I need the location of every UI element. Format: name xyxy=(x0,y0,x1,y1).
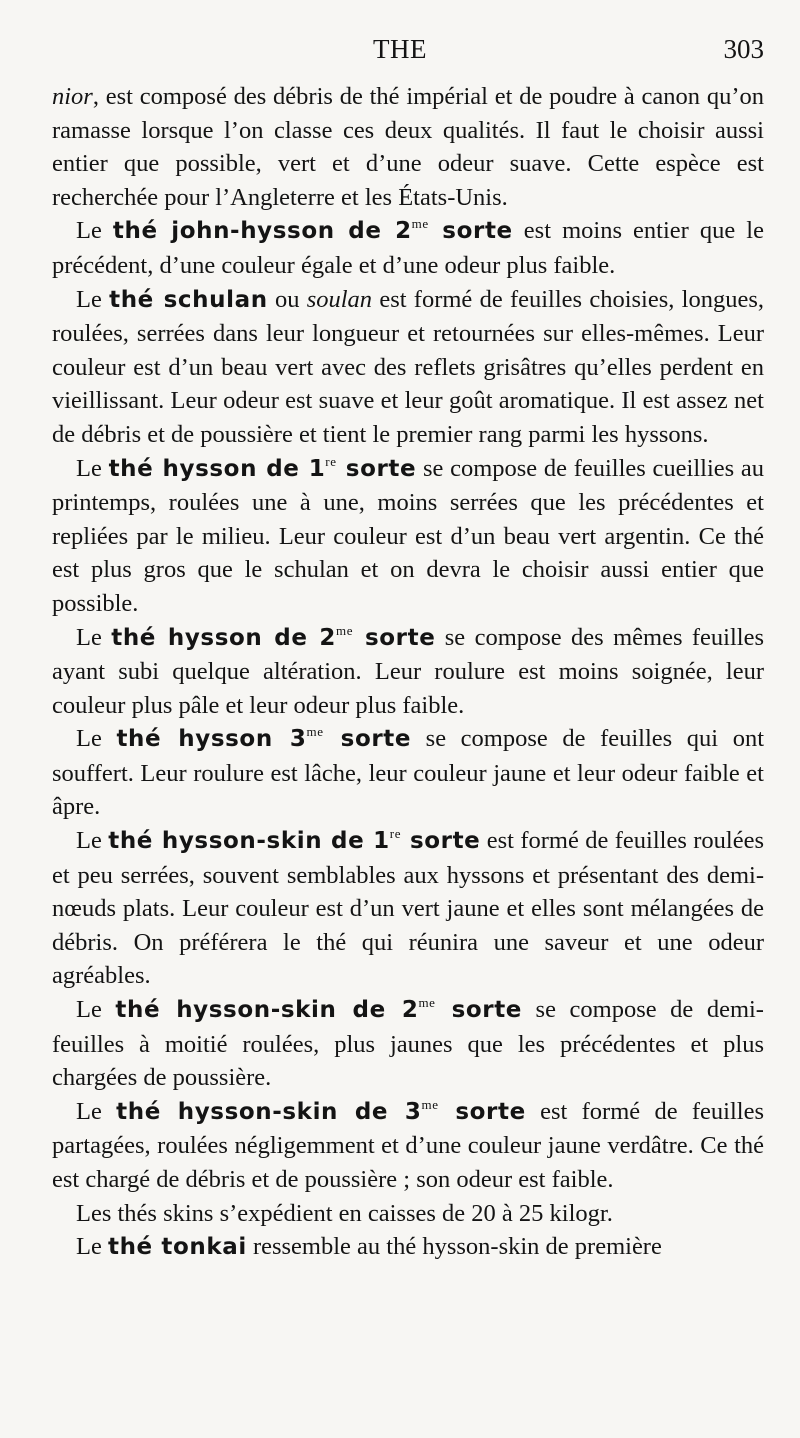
italic-fragment: nior xyxy=(52,83,93,110)
paragraph-text: Le xyxy=(76,996,116,1024)
tea-term-sorte: sorte xyxy=(401,828,481,855)
tea-term-name: thé hysson de 1 xyxy=(108,455,326,482)
tea-term-name: thé schulan xyxy=(109,286,268,313)
tea-term xyxy=(113,218,513,244)
paragraph-text: Le xyxy=(76,827,109,855)
running-head xyxy=(0,34,800,74)
tea-term-name: thé john-hysson de 2 xyxy=(112,218,412,245)
tea-term-name: thé hysson-skin de 1 xyxy=(108,828,390,855)
page-number: 303 xyxy=(723,34,764,64)
body-text xyxy=(52,80,764,1265)
paragraph-text: Le xyxy=(76,285,110,313)
paragraph-hysson-2me xyxy=(52,621,764,723)
paragraph-text: se compose de feuilles qui ont souffert. Leur roulure est lâche, leur couleur jaune et leur odeur faible et âpre. xyxy=(52,725,764,821)
paragraph-skins-shipping xyxy=(52,1197,764,1231)
tea-term-sorte: sorte xyxy=(438,1098,526,1125)
tea-term-name: thé hysson-skin de 3 xyxy=(116,1098,422,1125)
paragraph-hysson-1re xyxy=(52,452,764,621)
paragraph-text: est formé de feuilles partagées, roulées négligemment et d’une couleur jaune verdâtre. Ce thé est chargé de débris et de poussière ; son odeur est faible. xyxy=(52,1097,764,1193)
tea-term xyxy=(115,997,522,1023)
ordinal-superscript: me xyxy=(411,216,429,232)
ordinal-superscript: me xyxy=(421,1096,439,1112)
paragraph-hysson-skin-1re xyxy=(52,824,764,993)
tea-term-sorte: sorte xyxy=(353,624,436,651)
paragraph-text: est formé de feuilles choisies, longues, roulées, serrées dans leur longueur et retournées sur elles-mêmes. Leur couleur est d’un beau vert avec des reflets grisâtres qu’elles perdent en vieillissant. Leur odeur est suave et leur goût aromatique. Il est assez net de débris et de poussière et tient le premier rang parmi les hyssons. xyxy=(52,285,764,448)
paragraph-text: est moins entier que le précédent, d’une couleur égale et d’une odeur plus faible. xyxy=(52,217,764,279)
paragraph-text: est formé de feuilles roulées et peu serrées, souvent semblables aux hyssons et présentant des demi-nœuds plats. Leur couleur est d’un vert jaune et elles sont mélangées de débris. On préférera le thé qui réunira une saveur et une odeur agréables. xyxy=(52,827,764,990)
paragraph-hysson-skin-2me xyxy=(52,993,764,1095)
tea-term xyxy=(116,1096,526,1125)
paragraph-text: , est composé des débris de thé impérial et de poudre à canon qu’on ramasse lorsque l’on classe ces deux qualités. Il faut le choisir aussi entier que possible, vert et d’une odeur suave. Cette espèce est recherchée pour l’Angleterre et les États-Unis. xyxy=(52,83,764,211)
paragraph-text: Le xyxy=(76,217,113,245)
tea-term xyxy=(116,726,411,752)
tea-term xyxy=(111,622,436,651)
paragraph-text: Le xyxy=(76,623,112,651)
paragraph-text: Le xyxy=(76,1097,117,1125)
italic-fragment: soulan xyxy=(306,285,373,313)
paragraph-john-hysson xyxy=(52,214,764,282)
paragraph-text: Le xyxy=(76,454,109,482)
paragraph-text: ressemble au thé hysson-skin de première xyxy=(246,1233,662,1261)
tea-term-sorte: sorte xyxy=(336,455,417,482)
paragraph-1 xyxy=(52,80,764,214)
tea-term xyxy=(108,828,480,854)
paragraph-text: ou xyxy=(267,285,307,313)
paragraph-schulan xyxy=(52,283,764,452)
tea-term-sorte: sorte xyxy=(428,218,513,245)
tea-term-name: thé hysson de 2 xyxy=(111,624,336,651)
tea-term-sorte: sorte xyxy=(323,726,412,753)
ordinal-superscript: me xyxy=(418,995,436,1011)
paragraph-text: se compose de demi-feuilles à moitié roulées, plus jaunes que les précédentes et plus chargées de poussière. xyxy=(52,996,764,1092)
paragraph-text: se compose de feuilles cueillies au printemps, roulées une à une, moins serrées que les précédentes et repliées par le milieu. Leur couleur est d’un beau vert argentin. Ce thé est plus gros que le schulan et on devra le choisir aussi entier que possible. xyxy=(52,454,764,617)
tea-term-name: thé tonkai xyxy=(107,1234,247,1261)
ordinal-superscript: me xyxy=(336,622,354,638)
tea-term xyxy=(108,453,417,482)
ordinal-superscript: re xyxy=(389,826,402,842)
paragraph-text: Le xyxy=(76,725,117,753)
tea-term-sorte: sorte xyxy=(435,997,522,1024)
paragraph-tonkai xyxy=(52,1230,764,1265)
paragraph-hysson-3me xyxy=(52,722,764,824)
running-title: THE xyxy=(373,34,427,64)
paragraph-text: Le xyxy=(76,1233,108,1261)
tea-term-name: thé hysson 3 xyxy=(116,726,307,753)
ordinal-superscript: re xyxy=(325,453,337,469)
ordinal-superscript: me xyxy=(306,724,324,740)
tea-term-name: thé hysson-skin de 2 xyxy=(115,997,419,1024)
paragraph-hysson-skin-3me xyxy=(52,1095,764,1197)
paragraph-text: se compose des mêmes feuilles ayant subi quelque altération. Leur roulure est moins soignée, leur couleur plus pâle et leur odeur plus faible. xyxy=(52,623,764,719)
paragraph-text: Les thés skins s’expédient en caisses de 20 à 25 kilogr. xyxy=(76,1199,613,1227)
